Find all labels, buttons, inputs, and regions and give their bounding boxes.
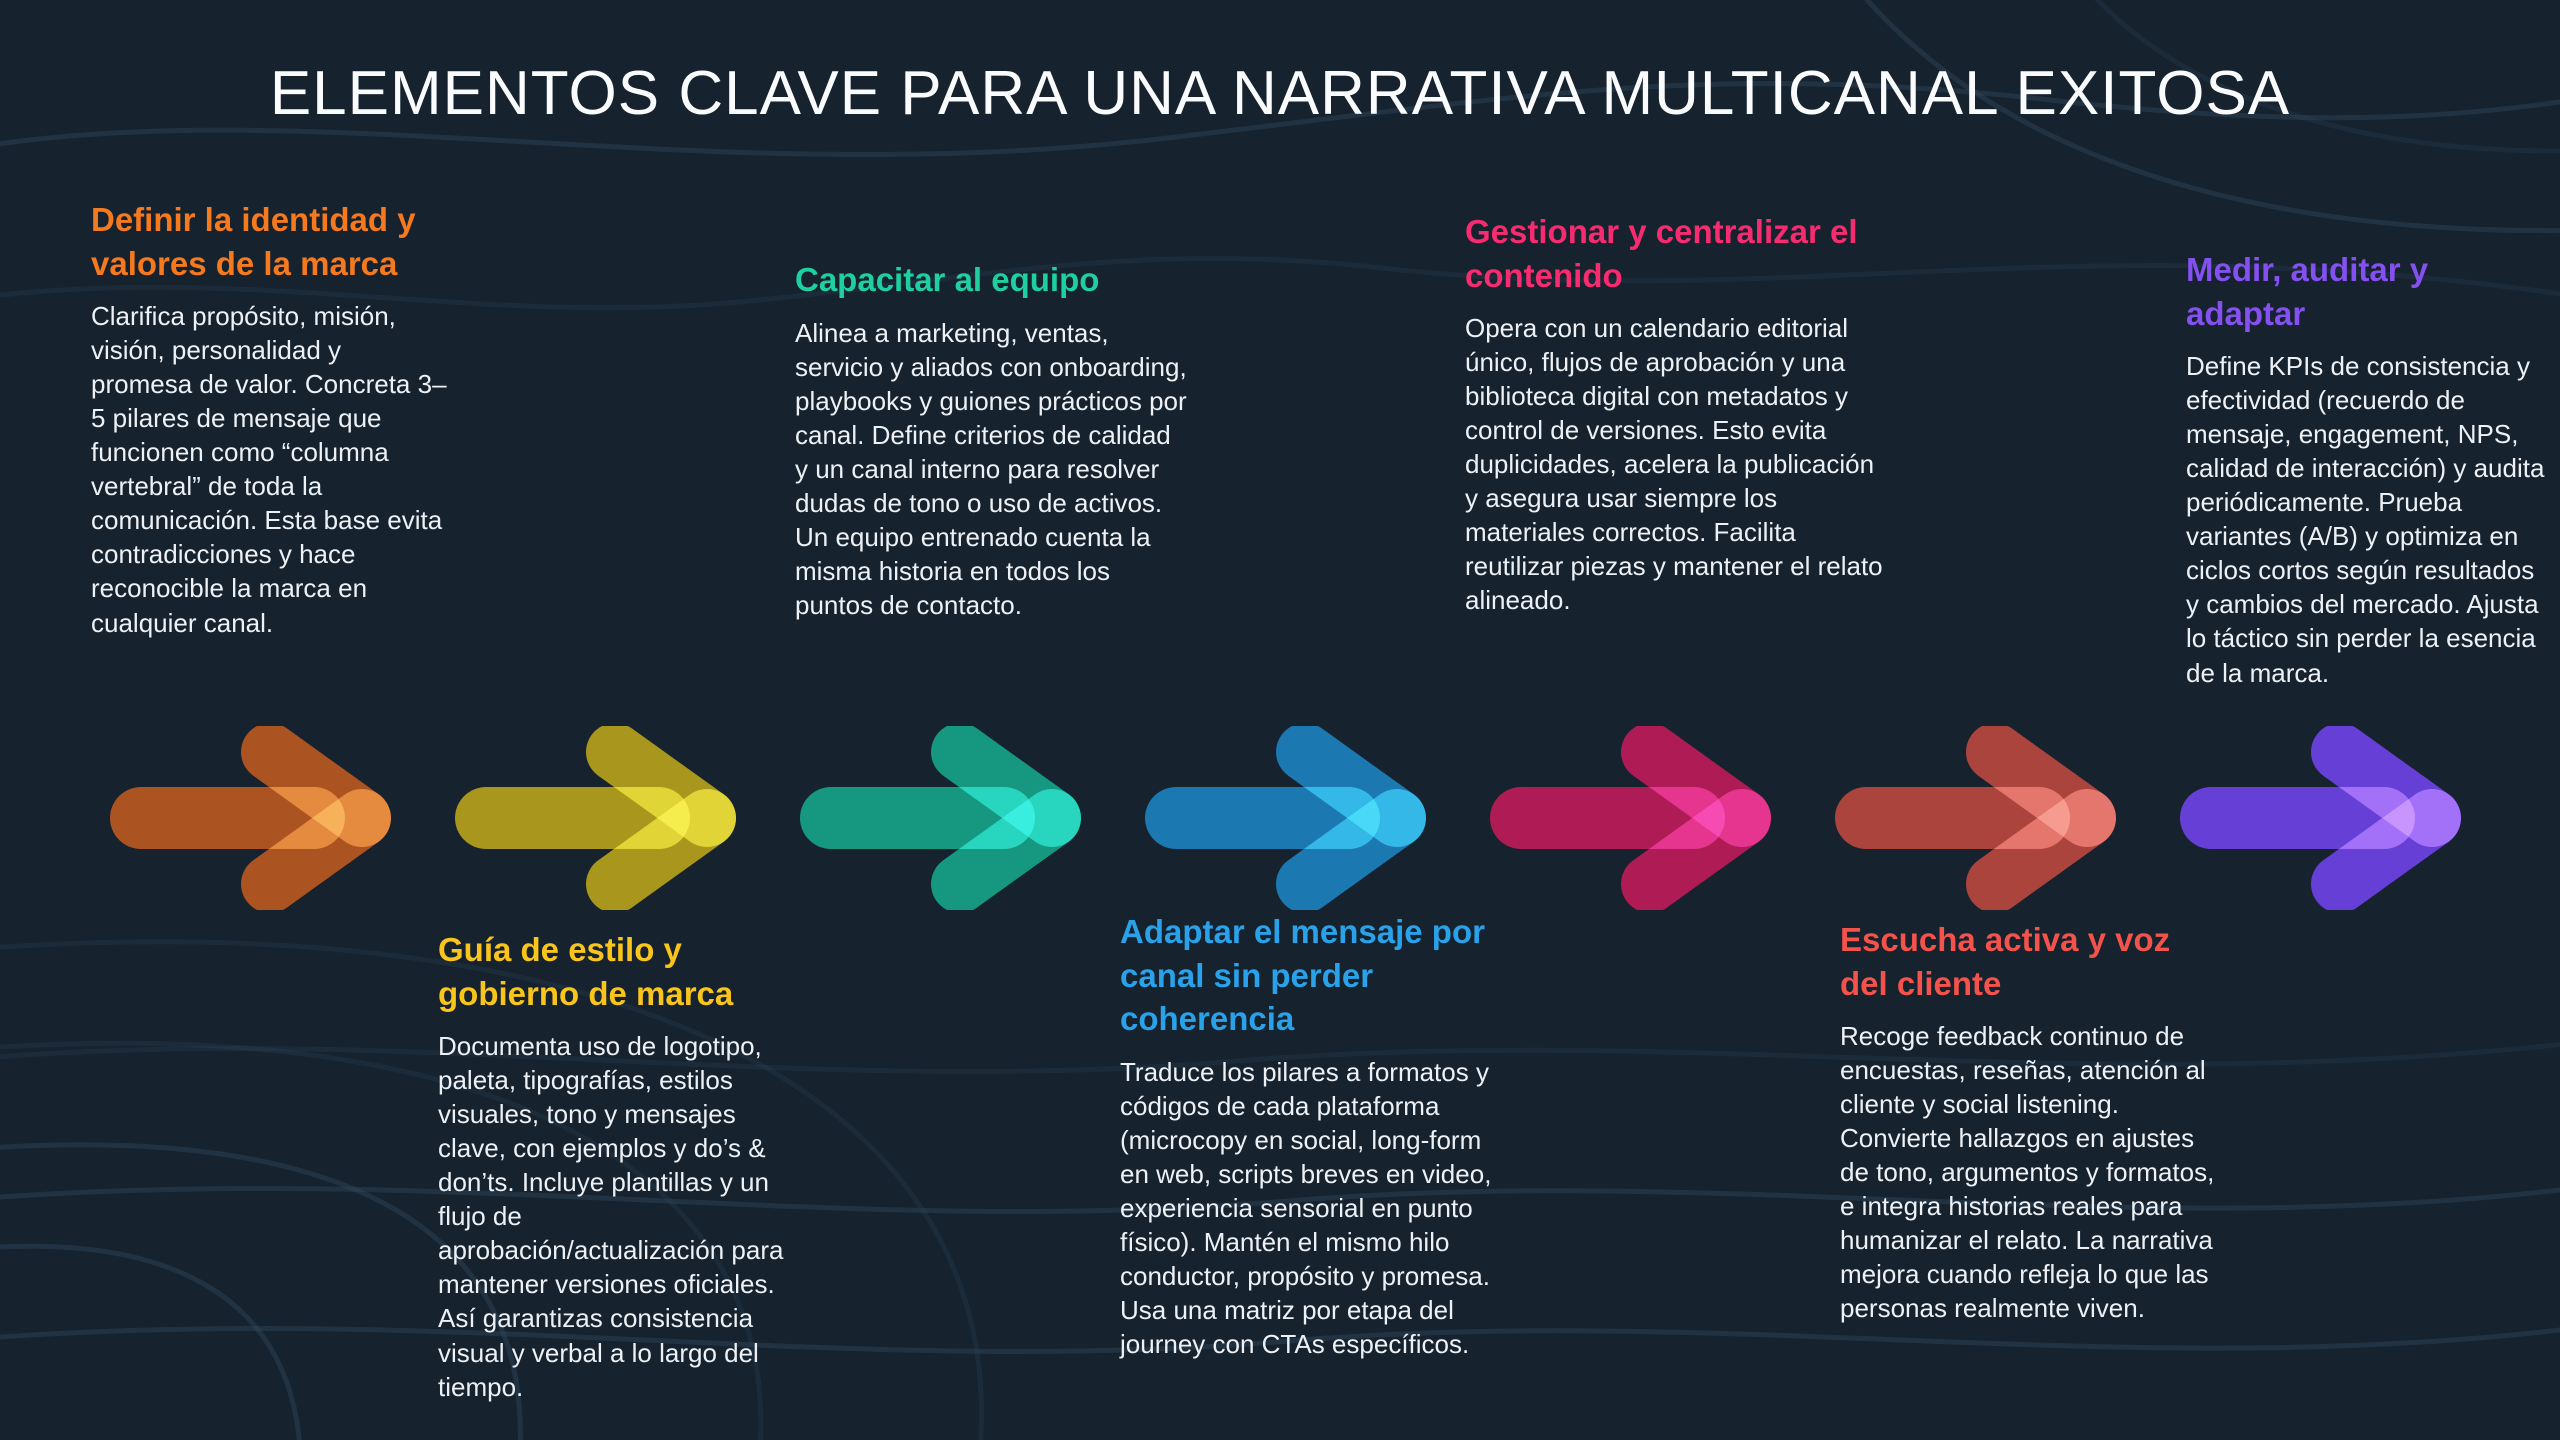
section-medir-adaptar (2186, 248, 2548, 690)
flow-arrow-icon (2180, 726, 2490, 910)
section-body: Define KPIs de consistencia y efectividad (recuerdo de mensaje, engagement, NPS, calidad de interacción) y audita periódicamente. Prueba variantes (A/B) y optimiza en ciclos cortos según resultados y cambios del mercado. Ajusta lo táctico sin perder la esencia de la marca. (2186, 351, 2545, 688)
section-capacitar-equipo (795, 258, 1187, 622)
flow-arrow-icon (110, 726, 420, 910)
section-escucha-activa (1840, 918, 2224, 1326)
section-definir-identidad (91, 198, 449, 640)
section-adaptar-mensaje (1120, 910, 1492, 1361)
section-heading: Gestionar y centralizar el contenido (1465, 213, 1858, 294)
section-body: Clarifica propósito, misión, visión, personalidad y promesa de valor. Concreta 3–5 pilares de mensaje que funcionen como “columna vertebral” de toda la comunicación. Esta base evita contradicciones y hace reconocible la marca en cualquier canal. (91, 301, 447, 638)
flow-arrow-icon (1835, 726, 2145, 910)
section-heading: Capacitar al equipo (795, 261, 1100, 298)
flow-arrow-icon (1145, 726, 1455, 910)
flow-arrow-icon (1490, 726, 1800, 910)
section-body: Documenta uso de logotipo, paleta, tipografías, estilos visuales, tono y mensajes clave, con ejemplos y do’s & don’ts. Incluye plantillas y un flujo de aprobación/actualización para mantener versiones oficiales. Así garantizas consistencia visual y verbal a lo largo del tiempo. (438, 1031, 784, 1402)
flow-arrow-icon (455, 726, 765, 910)
flow-arrow-icon (800, 726, 1110, 910)
section-heading: Adaptar el mensaje por canal sin perder coherencia (1120, 913, 1485, 1038)
section-body: Traduce los pilares a formatos y códigos de cada plataforma (microcopy en social, long-form en web, scripts breves en video, experiencia sensorial en punto físico). Mantén el mismo hilo conductor, propósito y promesa. Usa una matriz por etapa del journey con CTAs específicos. (1120, 1056, 1492, 1360)
section-heading: Guía de estilo y gobierno de marca (438, 931, 734, 1012)
section-heading: Definir la identidad y valores de la marca (91, 201, 416, 282)
section-heading: Escucha activa y voz del cliente (1840, 921, 2171, 1002)
section-body: Recoge feedback continuo de encuestas, reseñas, atención al cliente y social listening. Convierte hallazgos en ajustes de tono, argumentos y formatos, e integra historias reales para humanizar el relato. La narrativa mejora cuando refleja lo que las personas realmente viven. (1840, 1021, 2215, 1324)
section-heading: Medir, auditar y adaptar (2186, 251, 2429, 332)
section-body: Opera con un calendario editorial único, flujos de aprobación y una biblioteca digital con metadatos y control de versiones. Esto evita duplicidades, acelera la publicación y asegura usar siempre los materiales correctos. Facilita reutilizar piezas y mantener el relato alineado. (1465, 313, 1883, 616)
section-gestionar-contenido (1465, 210, 1889, 618)
page-title: ELEMENTOS CLAVE PARA UNA NARRATIVA MULTICANAL EXITOSA (269, 59, 2291, 128)
section-guia-estilo (438, 928, 810, 1404)
section-body: Alinea a marketing, ventas, servicio y aliados con onboarding, playbooks y guiones prácticos por canal. Define criterios de calidad y un canal interno para resolver dudas de tono o uso de activos. Un equipo entrenado cuenta la misma historia en todos los puntos de contacto. (795, 317, 1187, 620)
